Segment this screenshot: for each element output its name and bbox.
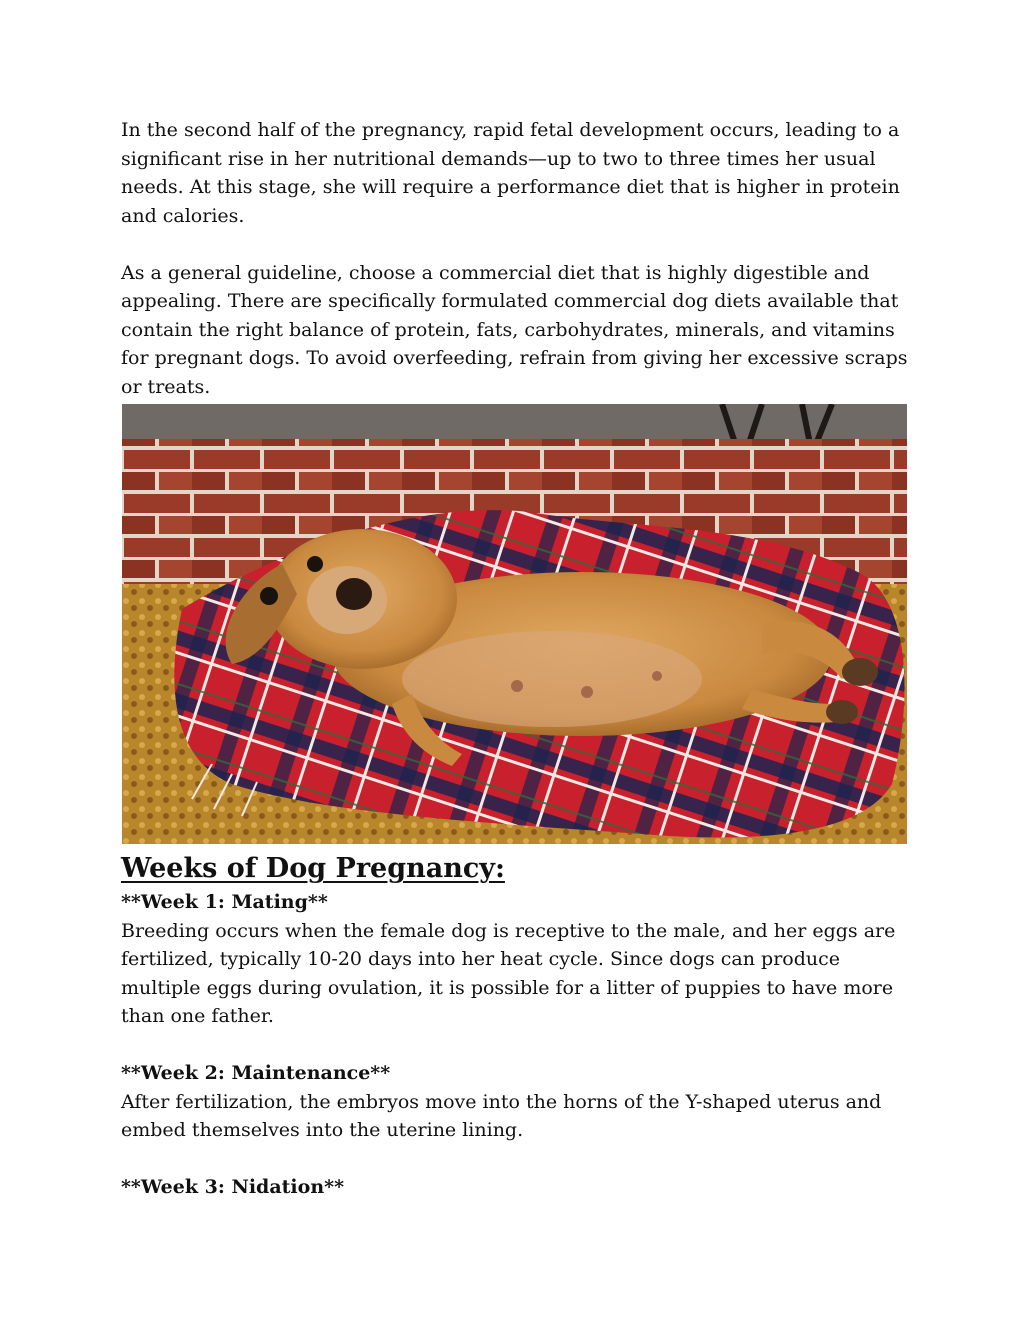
paragraph-second-half: In the second half of the pregnancy, rapid fetal development occurs, leading to a significant rise in her nutritional demands—up to two to three times her usual needs. At this stage, she will require a performance diet that is higher in protein and calories. [121,119,900,227]
week-2-body: After fertilization, the embryos move into the horns of the Y-shaped uterus and embed themselves into the uterine lining. [121,1090,882,1141]
spacer [121,1031,911,1060]
week-3-title: **Week 3: Nidation** [121,1176,344,1198]
paragraph-diet-guideline: As a general guideline, choose a commercial diet that is highly digestible and appealing. There are specifically formulated commercial dog diets available that contain the right balance of protein, fats, carbohydrates, minerals, and vitamins for pregnant dogs. To avoid overfeeding, refrain from giving her excessive scraps or treats. [121,261,908,398]
pregnant-dog-photo [122,404,907,844]
spacer [121,1145,911,1174]
week-1-title: **Week 1: Mating** [121,891,328,913]
week-2-title: **Week 2: Maintenance** [121,1062,391,1084]
document-page [121,116,911,1202]
spacer [121,230,911,259]
week-1-body: Breeding occurs when the female dog is receptive to the male, and her eggs are fertilized, typically 10-20 days into her heat cycle. Since dogs can produce multiple eggs during ovulation, it is possible for a litter of puppies to have more than one father. [121,919,896,1027]
section-heading: Weeks of Dog Pregnancy: [121,853,505,884]
